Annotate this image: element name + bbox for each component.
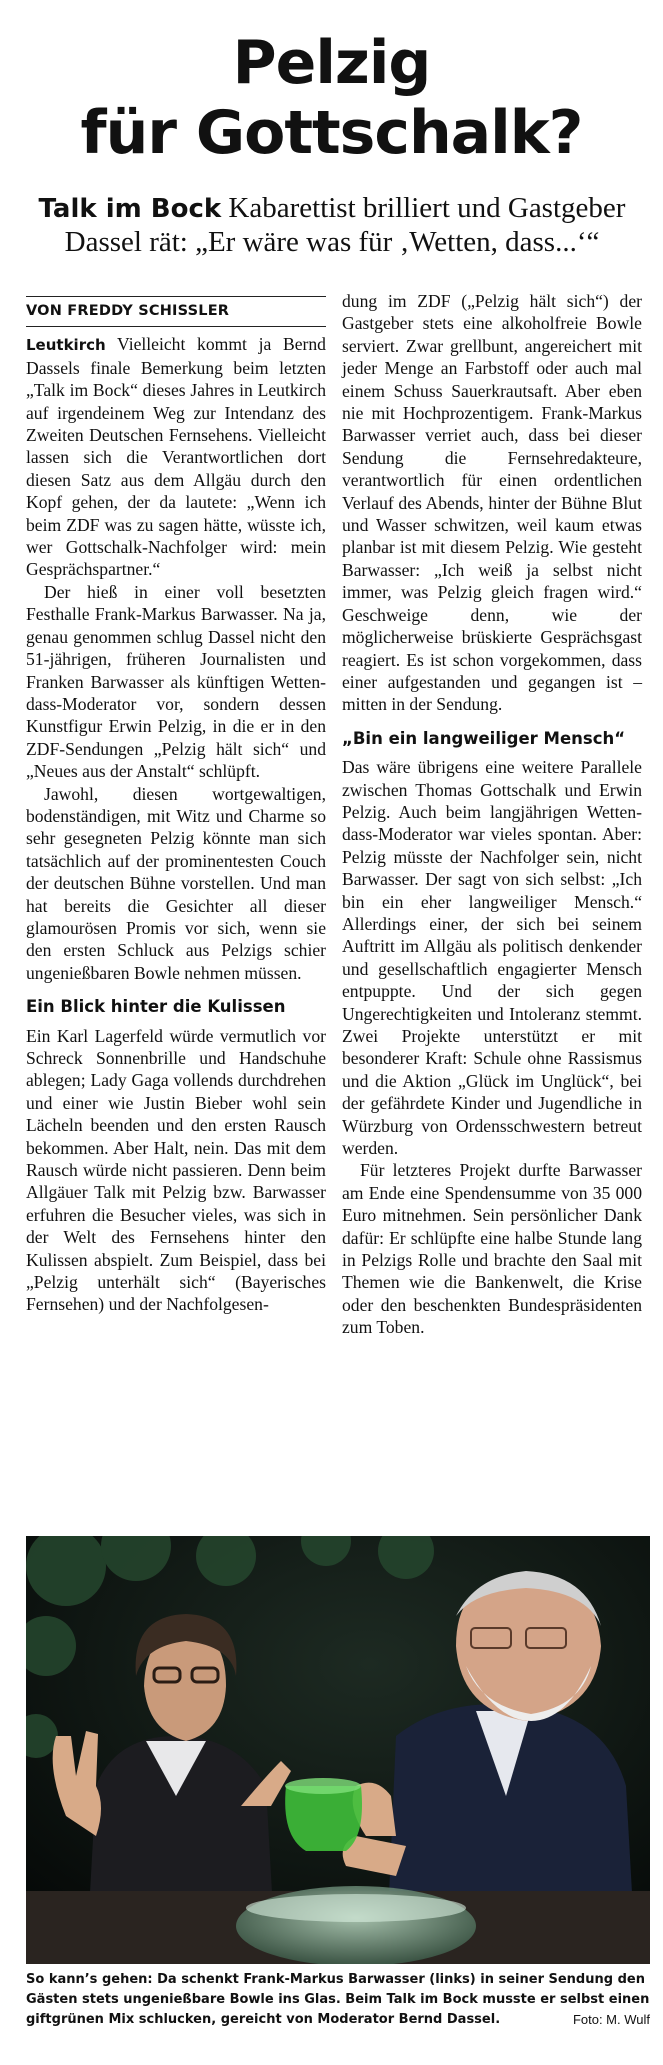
article-paragraph: Für letzteres Projekt durfte Barwasser am Ende eine Spendensumme von 35 000 Euro mitnehmen. Sein persönlicher Dank dafür: Er schlüpfte eine halbe Stunde lang in Pelzigs Rolle und brachte den Saal mit Themen wie die Bankenwelt, die Krise oder den beschenkten Bundespräsidenten zum Toben. — [342, 1160, 642, 1338]
article-paragraph: Der hieß in einer voll besetzten Festhalle Frank-Markus Barwasser. Na ja, genau genommen schlug Dassel nicht den 51-jährigen, früheren Journalisten und Franken Barwasser als künftigen Wetten-dass-Moderator vor, sondern dessen Kunstfigur Erwin Pelzig, in die er in den ZDF-Sendungen „Pelzig hält sich“ und „Neues aus der Anstalt“ schlüpft. — [26, 581, 326, 782]
dateline: Leutkirch — [26, 336, 106, 355]
photo-illustration — [26, 1536, 650, 1964]
caption-text: So kann’s gehen: Da schenkt Frank-Markus Barwasser (links) in seiner Sendung den Gästen stets ungenießbare Bowle ins Glas. Beim Talk im Bock musste er selbst einen giftgrünen Mix schlucken, gereicht von Moderator Bernd Dassel. — [26, 1972, 650, 2027]
article-photo — [26, 1536, 650, 1964]
article-column-right — [342, 290, 642, 1339]
section-subtitle: Ein Blick hinter die Kulissen — [26, 997, 286, 1017]
article-paragraph: Das wäre übrigens eine weitere Parallele zwischen Thomas Gottschalk und Erwin Pelzig. Auch beim langjährigen Wetten-dass-Moderator war vieles spontan. Aber: Pelzig müsste der Nachfolger sein, nicht Barwasser. Der sagt von sich selbst: „Ich bin ein eher langweiliger Mensch.“ Allerdings einer, der sich bei seinem Auftritt im Allgäu als politisch denkender und gesellschaftlich engagierter Mensch entpuppte. Und der sich gegen Ungerechtigkeiten und Intoleranz stemmt. Zwei Projekte unterstützt er mit besonderer Kraft: Schule ohne Rassismus und die Aktion „Glück im Unglück“, bei der gefährdete Kinder und Jugendliche in Würzburg von Ordensschwestern betreut werden. — [342, 757, 642, 1159]
subheadline — [14, 192, 650, 259]
article-paragraph: Ein Karl Lagerfeld würde vermutlich vor Schreck Sonnenbrille und Handschuhe ablegen; Lady Gaga vollends durchdrehen und einer wie Justin Bieber wohl sein Lächeln beenden und den ersten Rausch bekommen. Aber Halt, nein. Das mit dem Rausch würde nicht passieren. Denn beim Allgäuer Talk mit Pelzig bzw. Barwasser erfuhren die Besucher vieles, was sich in der Welt des Fernsehens hinter den Kulissen abspielt. Zum Beispiel, dass bei „Pelzig unterhält sich“ (Bayerisches Fernsehen) und der Nachfolgesen- — [26, 1025, 326, 1315]
section-subtitle: „Bin ein langweiliger Mensch“ — [342, 728, 626, 748]
subheadline-text: Kabarettist brilliert und Gastgeber Dassel rät: „Er wäre was für ‚Wetten, dass...‘“ — [64, 192, 626, 258]
green-drink-glass — [285, 1778, 362, 1851]
article-column-left — [26, 296, 326, 1316]
headline — [0, 28, 663, 168]
article-paragraph: Jawohl, diesen wortgewaltigen, bodenständigen, mit Witz und Charme so sehr gesegneten Pelzig könnte man sich tatsächlich auf der prominentesten Couch der deutschen Bühne vorstellen. Und man hat bereits die Gesichter all dieser glamourösen Promis vor sich, wenn sie den ersten Schluck aus Pelzigs schier ungenießbaren Bowle nehmen müssen. — [26, 783, 326, 983]
photo-caption — [26, 1970, 650, 2030]
article-paragraph: Leutkirch Vielleicht kommt ja Bernd Dassels finale Bemerkung beim letzten „Talk im Bock“ dieses Jahres in Leutkirch auf irgendeinem Weg zur Intendanz des Zweiten Deutschen Fernsehens. Vielleicht lassen sich die Verantwortlichen dort diesen Satz aus dem Allgäu durch den Kopf gehen, der da lautete: „Wenn ich beim ZDF was zu sagen hätte, wüsste ich, wer Gottschalk-Nachfolger wird: mein Gesprächspartner.“ — [26, 334, 326, 580]
headline-line-2: für Gottschalk? — [80, 98, 583, 168]
subheadline-kicker: Talk im Bock — [38, 194, 222, 224]
article-paragraph: dung im ZDF („Pelzig hält sich“) der Gastgeber stets eine alkoholfreie Bowle serviert. Zwar grellbunt, angereichert mit jeder Menge an Farbstoff oder auch mal einem Schuss Sauerkrautsaft. Aber eben nie mit Hochprozentigem. Frank-Markus Barwasser verriet auch, dass bei dieser Sendung die Fernsehredakteure, verantwortlich für einen ordentlichen Verlauf des Abends, hinter der Bühne Blut und Wasser schwitzen, weil kaum etwas planbar ist mit diesem Pelzig. Wie gesteht Barwasser: „Ich weiß ja selbst nicht immer, was Pelzig gleich fragen wird.“ Geschweige denn, wie der möglicherweise brüskierte Gesprächsgast reagiert. Es ist schon vorgekommen, dass einer aufgestanden und gegangen ist – mitten in der Sendung. — [342, 291, 642, 715]
headline-line-1: Pelzig — [232, 28, 431, 98]
byline: VON FREDDY SCHISSLER — [26, 296, 326, 327]
photo-credit: Foto: M. Wulf — [572, 2012, 650, 2027]
